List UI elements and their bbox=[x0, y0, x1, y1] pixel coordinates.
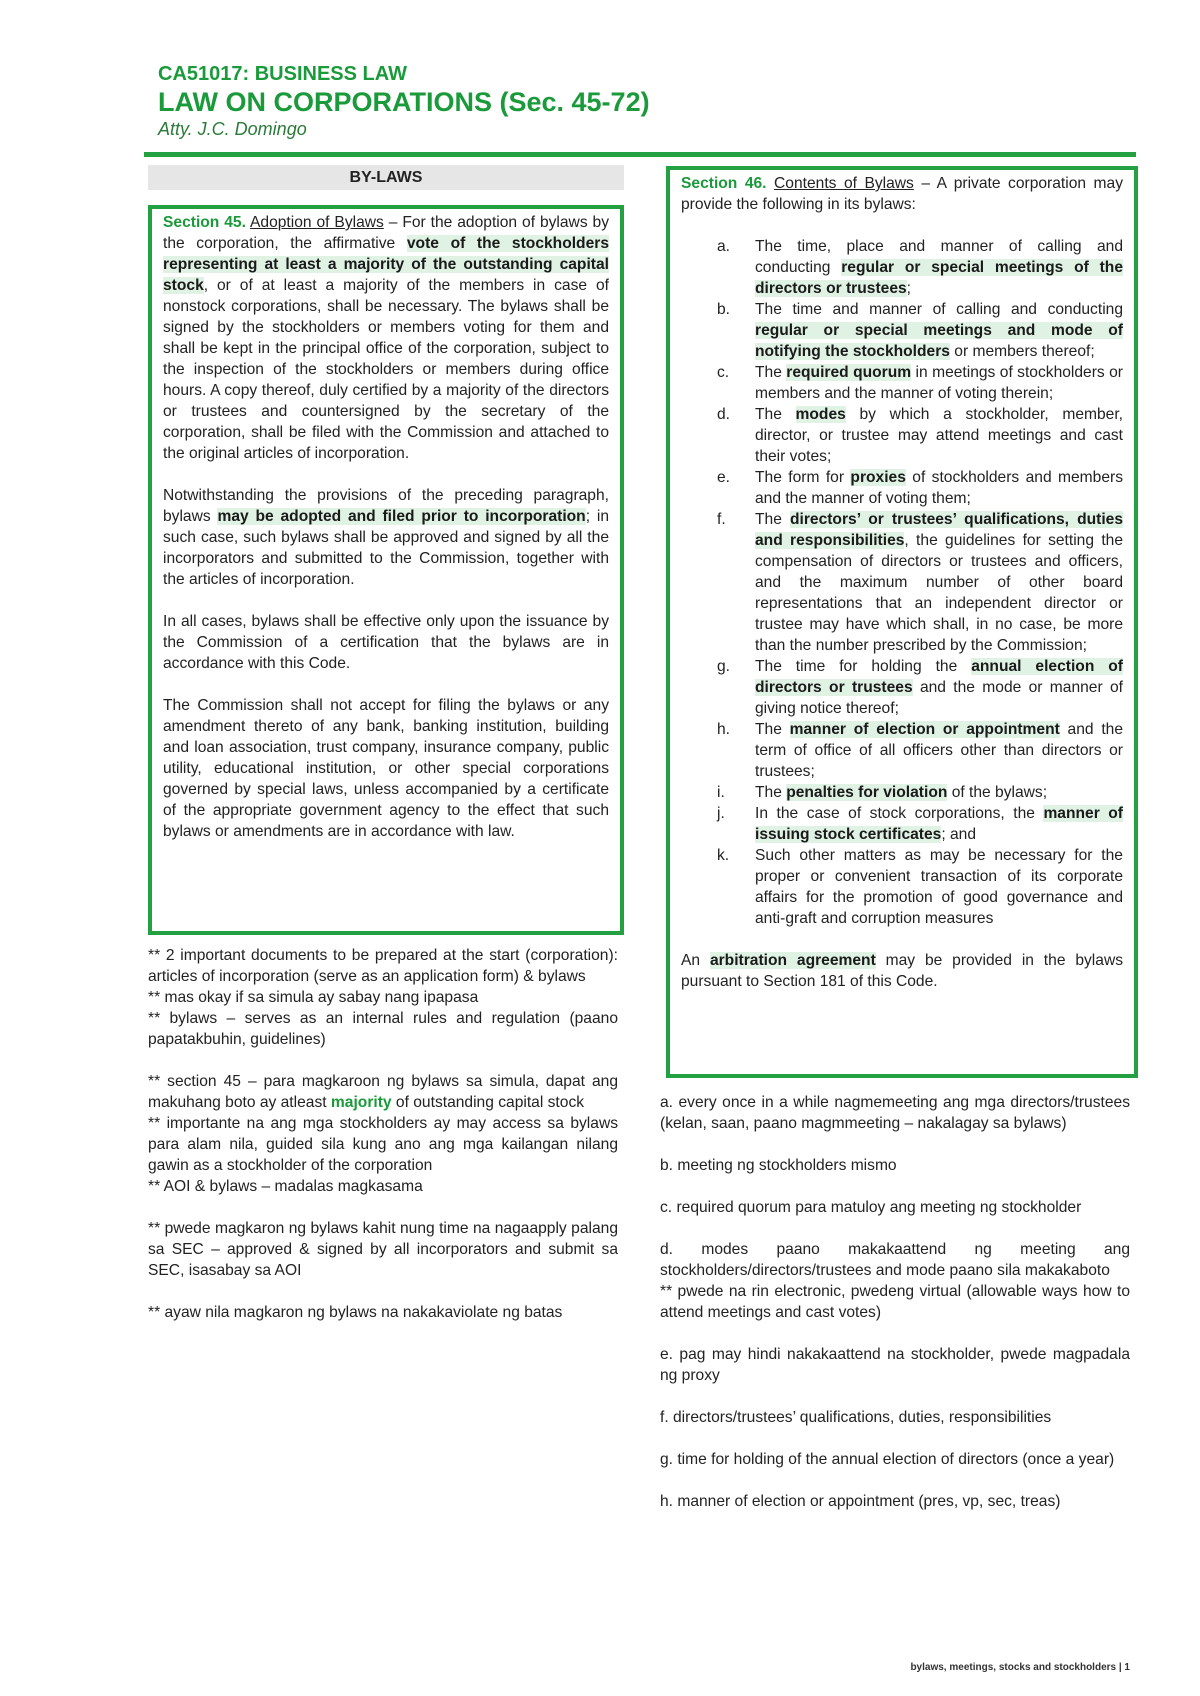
text: ; bbox=[906, 280, 912, 297]
left-notes bbox=[148, 945, 618, 1323]
list-item bbox=[681, 236, 1123, 299]
list-marker: d. bbox=[717, 406, 731, 423]
list-marker: k. bbox=[717, 847, 730, 864]
note: ** mas okay if sa simula ay sabay nang ipapasa bbox=[148, 989, 479, 1006]
list-item bbox=[681, 299, 1123, 362]
text: The bbox=[755, 364, 787, 381]
section-45-title: Adoption of Bylaws bbox=[250, 214, 384, 231]
list-item-text bbox=[755, 467, 1123, 509]
list-marker: g. bbox=[717, 658, 731, 675]
text: The bbox=[755, 406, 796, 423]
note: a. every once in a while nagmemeeting ang mga directors/trustees (kelan, saan, paano magmmeeting – nakalagay sa bylaws) bbox=[660, 1094, 1130, 1132]
list-item-text bbox=[755, 719, 1123, 782]
header-divider bbox=[144, 152, 1136, 157]
section-46-number: Section 46. bbox=[681, 175, 767, 192]
highlight: manner of issuing stock certificates bbox=[755, 805, 1123, 843]
note: e. pag may hindi nakakaattend na stockholder, pwede magpadala ng proxy bbox=[660, 1346, 1130, 1384]
section-46-box bbox=[666, 166, 1138, 1078]
section-46-list bbox=[681, 236, 1123, 929]
list-item-text bbox=[755, 845, 1123, 929]
highlight: annual election of directors or trustees bbox=[755, 658, 1123, 696]
document-header bbox=[158, 62, 1138, 140]
text: The bbox=[755, 721, 790, 738]
section-45-number: Section 45. bbox=[163, 214, 246, 231]
note: ** pwede magkaron ng bylaws kahit nung time na nagaapply palang sa SEC – approved & signed by all incorporators and submit sa SEC, isasabay sa AOI bbox=[148, 1220, 618, 1279]
text: or members thereof; bbox=[949, 343, 1095, 360]
text: may be provided in the bylaws pursuant to Section 181 of this Code. bbox=[681, 952, 1124, 990]
highlight: required quorum bbox=[786, 364, 912, 381]
list-item bbox=[681, 803, 1123, 845]
list-item-text bbox=[755, 299, 1123, 362]
text: The time and manner of calling and conducting bbox=[755, 301, 1123, 318]
document-title: LAW ON CORPORATIONS (Sec. 45-72) bbox=[158, 87, 650, 117]
text: The bbox=[755, 511, 790, 528]
section-46-intro bbox=[681, 173, 1123, 215]
list-marker: b. bbox=[717, 301, 731, 318]
text: ** section 45 – para magkaroon ng bylaws sa simula, dapat ang makuhang boto ay atleast bbox=[148, 1073, 618, 1111]
list-item bbox=[681, 845, 1123, 929]
highlight: modes bbox=[795, 406, 846, 423]
text: Such other matters as may be necessary for the proper or convenient transaction of its corporate affairs for the promotion of good governance and anti-graft and corruption measures bbox=[755, 847, 1123, 927]
text: Notwithstanding the provisions of the preceding paragraph, bylaws bbox=[163, 487, 609, 525]
highlight: regular or special meetings of the directors or trustees bbox=[755, 259, 1123, 297]
highlight: proxies bbox=[850, 469, 906, 486]
list-item bbox=[681, 509, 1123, 656]
note bbox=[148, 1071, 618, 1113]
text: , the guidelines for setting the compensation of directors or trustees and officers, and the maximum number of other board representations that an independent director or trustee may have which shall, in no case, be more than the number prescribed by the Commission; bbox=[755, 532, 1123, 654]
list-marker: a. bbox=[717, 238, 731, 255]
text: of outstanding capital stock bbox=[391, 1094, 585, 1111]
section-45-paragraph-4: The Commission shall not accept for filing the bylaws or any amendment thereto of any bank, banking institution, building and loan association, trust company, insurance company, public utility, educational institution, or other special corporations governed by special laws, unless accompanied by a certificate of the appropriate government agency to the effect that such bylaws or amendments are in accordance with law. bbox=[163, 697, 609, 840]
note: b. meeting ng stockholders mismo bbox=[660, 1157, 897, 1174]
section-45-paragraph-2 bbox=[163, 485, 609, 590]
list-marker: f. bbox=[717, 511, 726, 528]
list-item bbox=[681, 656, 1123, 719]
list-item-text bbox=[755, 656, 1123, 719]
text: The time for holding the bbox=[755, 658, 972, 675]
list-marker: i. bbox=[717, 784, 725, 801]
section-45-paragraph-3: In all cases, bylaws shall be effective only upon the issuance by the Commission of a certification that the bylaws are in accordance with this Code. bbox=[163, 613, 609, 672]
list-marker: j. bbox=[717, 805, 725, 822]
section-heading-bylaws: BY-LAWS bbox=[148, 165, 624, 190]
text: – For the adoption of bylaws by the corporation, the affirmative bbox=[163, 214, 610, 252]
list-item bbox=[681, 782, 1123, 803]
highlight: majority bbox=[330, 1094, 392, 1111]
section-46-title: Contents of Bylaws bbox=[774, 175, 914, 192]
list-item-text bbox=[755, 509, 1123, 656]
note: ** pwede na rin electronic, pwedeng virtual (allowable ways how to attend meetings and cast votes) bbox=[660, 1283, 1130, 1321]
list-marker: h. bbox=[717, 721, 731, 738]
list-item-text bbox=[755, 803, 1123, 845]
section-46-closing bbox=[681, 950, 1123, 992]
note: d. modes paano makakaattend ng meeting ang stockholders/directors/trustees and mode paano sila makakaboto bbox=[660, 1241, 1130, 1279]
text: by which a stockholder, member, director, or trustee may attend meetings and cast their votes; bbox=[755, 406, 1123, 465]
list-item-text bbox=[755, 236, 1123, 299]
list-item bbox=[681, 467, 1123, 509]
list-item bbox=[681, 404, 1123, 467]
note: ** ayaw nila magkaron ng bylaws na nakakaviolate ng batas bbox=[148, 1304, 563, 1321]
section-45-box bbox=[148, 205, 624, 935]
highlight: penalties for violation bbox=[786, 784, 948, 801]
list-marker: e. bbox=[717, 469, 731, 486]
text: of the bylaws; bbox=[947, 784, 1048, 801]
highlight: may be adopted and filed prior to incorporation bbox=[217, 508, 586, 525]
note: h. manner of election or appointment (pres, vp, sec, treas) bbox=[660, 1493, 1061, 1510]
text: , or of at least a majority of the members in case of nonstock corporations, shall be necessary. The bylaws shall be signed by the stockholders or members voting for them and shall be kept in the principal office of the corporation, subject to the inspection of the stockholders or members during office hours. A copy thereof, duly certified by a majority of the directors or trustees and countersigned by the secretary of the corporation, shall be filed with the Commission and attached to the original articles of incorporation. bbox=[163, 277, 609, 462]
list-item-text bbox=[755, 782, 1123, 803]
highlight: manner of election or appointment bbox=[789, 721, 1060, 738]
note: c. required quorum para matuloy ang meeting ng stockholder bbox=[660, 1199, 1082, 1216]
text: In the case of stock corporations, the bbox=[755, 805, 1044, 822]
text: ; in such case, such bylaws shall be approved and signed by all the incorporators and submitted to the Commission, together with the articles of incorporation. bbox=[163, 508, 609, 588]
text: The bbox=[755, 784, 787, 801]
text: – A private corporation may provide the following in its bylaws: bbox=[681, 175, 1124, 213]
list-marker: c. bbox=[717, 364, 730, 381]
note: g. time for holding of the annual election of directors (once a year) bbox=[660, 1451, 1115, 1468]
text: in meetings of stockholders or members and the manner of voting therein; bbox=[755, 364, 1123, 402]
note: ** bylaws – serves as an internal rules and regulation (paano papatakbuhin, guidelines) bbox=[148, 1010, 618, 1048]
list-item-text bbox=[755, 404, 1123, 467]
text: and the term of office of all officers other than directors or trustees; bbox=[755, 721, 1124, 780]
highlight: directors’ or trustees’ qualifications, duties and responsibilities bbox=[755, 511, 1124, 549]
note: f. directors/trustees’ qualifications, duties, responsibilities bbox=[660, 1409, 1052, 1426]
note: ** importante na ang mga stockholders ay may access sa bylaws para alam nila, guided sila kung ano ang mga kailangan nilang gawin as a stockholder of the corporation bbox=[148, 1115, 618, 1174]
section-45-paragraph-1 bbox=[163, 212, 609, 464]
note: ** 2 important documents to be prepared at the start (corporation): articles of incorporation (serve as an application form) & bylaws bbox=[148, 947, 618, 985]
highlight: vote of the stockholders representing at least a majority of the outstanding capital stock bbox=[163, 235, 609, 294]
note: ** AOI & bylaws – madalas magkasama bbox=[148, 1178, 423, 1195]
highlight: regular or special meetings and mode of notifying the stockholders bbox=[755, 322, 1123, 360]
right-notes bbox=[660, 1092, 1130, 1512]
text: The form for bbox=[755, 469, 851, 486]
text: An bbox=[681, 952, 710, 969]
text: The time, place and manner of calling and conducting bbox=[755, 238, 1123, 276]
text: and the mode or manner of giving notice thereof; bbox=[755, 679, 1123, 717]
list-item-text bbox=[755, 362, 1123, 404]
page-footer: bylaws, meetings, stocks and stockholders | 1 bbox=[910, 1662, 1130, 1673]
course-code: CA51017: BUSINESS LAW bbox=[158, 63, 407, 85]
text: ; and bbox=[941, 826, 977, 843]
list-item bbox=[681, 719, 1123, 782]
list-item bbox=[681, 362, 1123, 404]
text: of stockholders and members and the manner of voting them; bbox=[755, 469, 1123, 507]
author: Atty. J.C. Domingo bbox=[158, 119, 307, 139]
highlight: arbitration agreement bbox=[709, 952, 876, 969]
